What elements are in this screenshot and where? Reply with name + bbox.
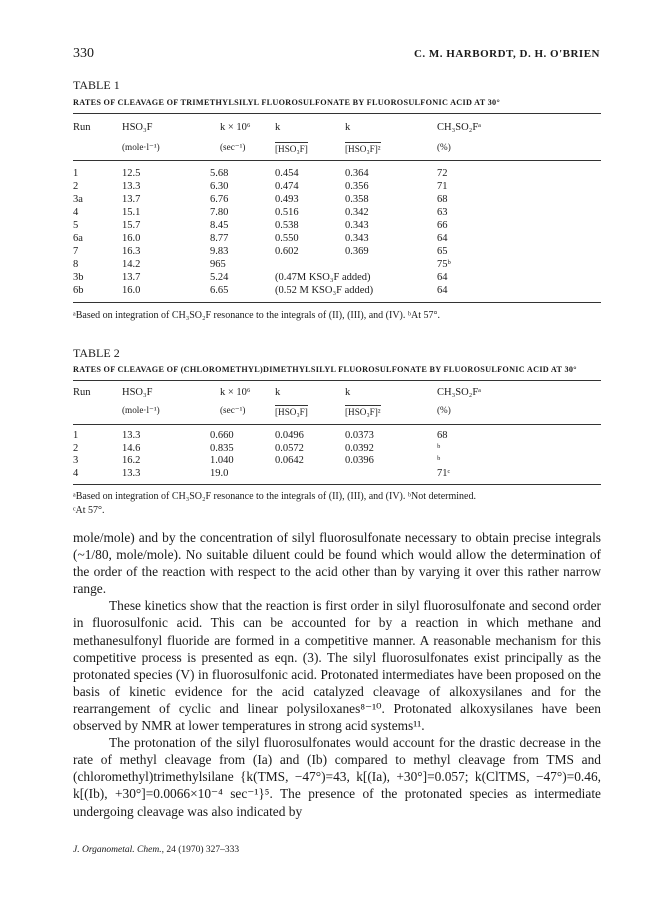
page-number: 330 xyxy=(73,46,94,61)
table2-cell: 0.0392 xyxy=(345,442,374,454)
table1-cell: 7.80 xyxy=(210,207,229,218)
table1-cell: 0.364 xyxy=(345,168,369,179)
table1-col-header: Run xyxy=(73,122,91,133)
table1-cell: 0.516 xyxy=(275,207,299,218)
table1-cell: 0.342 xyxy=(345,207,369,218)
paragraph-2: These kinetics show that the reaction is first order in silyl fluorosulfonate and second order in fluorosulfonic acid. This can be accounted for by a reaction in which methane and methanesulfonyl fluoride are formed in a competitive manner. A reasonable mechanism for this competitive process is presented as eqn. (3). The silyl fluorosulfonates exist principally as the protonated species (V) in fluorosulfonic acid. Protonated intermediates have been proposed on the basis of kinetic evidence for the acid catalyzed cleavage of alkoxysilanes and for the rearrangement of cyclic and linear polysiloxanes⁸⁻¹⁰. Protonated alkoxysilanes have been observed by NMR at lower temperatures in strong acid systems¹¹. xyxy=(73,598,601,734)
table1-cell: 5.24 xyxy=(210,272,229,283)
table2-cell: 13.3 xyxy=(122,430,141,441)
table1-cell: 0.369 xyxy=(345,246,369,257)
table2-col-subheader: [HSO₃F] xyxy=(275,407,308,417)
table1-col-subheader: (mole·l⁻¹) xyxy=(122,142,160,152)
table2-cell: 0.0396 xyxy=(345,455,374,467)
table1-header-rule xyxy=(73,160,601,161)
table1-cell: 64 xyxy=(437,233,448,244)
table1-cell: 66 xyxy=(437,220,448,231)
table1-cell: 0.474 xyxy=(275,181,299,192)
table1-cell: 64 xyxy=(437,285,448,296)
table2-col-header: k xyxy=(275,387,281,398)
table1-cell: (0.52 M KSO₃F added) xyxy=(275,285,374,296)
table1-cell: 3a xyxy=(73,194,83,205)
table2-top-rule xyxy=(73,380,601,381)
table1-cell: 0.356 xyxy=(345,181,369,192)
table2-cell: 1.040 xyxy=(210,455,234,467)
table1-cell: 5 xyxy=(73,220,79,231)
paragraph-1: mole/mole) and by the concentration of silyl fluorosulfonate necessary to obtain precise integrals (~1/80, mole/mole). No suitable diluent could be found which would allow the determination of the order of the reaction with respect to the acid other than by varying it over this rather narrow range. xyxy=(73,530,601,597)
table1-col-subheader: (sec⁻¹) xyxy=(220,142,246,152)
table1-cell: 8.77 xyxy=(210,233,229,244)
table2-cell: 2 xyxy=(73,442,79,454)
table1-cell: 6.65 xyxy=(210,285,229,296)
table1-cell: 0.343 xyxy=(345,220,369,231)
table1-cell: 72 xyxy=(437,168,448,179)
table2-col-subheader: [HSO₃F]² xyxy=(345,407,381,417)
table2-col-header: k × 10⁶ xyxy=(220,387,251,398)
table1-cell: 12.5 xyxy=(122,168,141,179)
table2-cell: 0.0496 xyxy=(275,430,304,441)
table1-cell: 0.454 xyxy=(275,168,299,179)
table2-header-rule xyxy=(73,424,601,425)
table1-cell: 8 xyxy=(73,259,79,270)
table1-top-rule xyxy=(73,113,601,114)
table1-label: TABLE 1 xyxy=(73,78,120,92)
table1-cell: 6.76 xyxy=(210,194,229,205)
table1-cell: 16.0 xyxy=(122,285,141,296)
table1-col-subheader: [HSO₃F] xyxy=(275,144,308,154)
table2-cell: 16.2 xyxy=(122,455,141,467)
body-text xyxy=(73,529,601,820)
table2-cell: 0.0572 xyxy=(275,442,304,454)
table2-cell: 68 xyxy=(437,430,448,441)
table1-cell: (0.47M KSO₃F added) xyxy=(275,272,371,283)
journal-name: J. Organometal. Chem., xyxy=(73,845,164,855)
table1-cell: 16.0 xyxy=(122,233,141,244)
table1-col-header: HSO₃F xyxy=(122,122,153,133)
table1-cell: 0.538 xyxy=(275,220,299,231)
table2-col-header: CH₃SO₂Fᵃ xyxy=(437,387,482,398)
table2-cell: 4 xyxy=(73,467,79,479)
table1-cell: 8.45 xyxy=(210,220,229,231)
journal-citation xyxy=(73,845,239,855)
paragraph-3: The protonation of the silyl fluorosulfonates would account for the drastic decrease in the rate of methyl cleavage from (Ia) and (Ib) compared to methyl cleavage from TMS and (chloromethyl)trimethylsilane {k(TMS, −47°)=43, k[(Ia), +30°]=0.057; k(ClTMS, −47°)=0.46, k[(Ib), +30°]=0.0066×10⁻⁴ sec⁻¹}⁵. The presence of the protonated species as intermediate undergoing cleavage was also indicated by xyxy=(73,735,601,819)
table1-cell: 4 xyxy=(73,207,79,218)
table1-col-header: k xyxy=(345,122,351,133)
table1-cell: 0.493 xyxy=(275,194,299,205)
table2-cell: 0.660 xyxy=(210,430,234,441)
table1-cell: 0.550 xyxy=(275,233,299,244)
table2-col-subheader: (sec⁻¹) xyxy=(220,405,246,415)
table2-col-header: k xyxy=(345,387,351,398)
table2-col-subheader: (%) xyxy=(437,405,451,415)
table2-cell: 0.0373 xyxy=(345,430,374,441)
table2-cell: 14.6 xyxy=(122,442,141,454)
table1-cell: 0.358 xyxy=(345,194,369,205)
table2-footnote-2: ᶜAt 57°. xyxy=(73,505,105,516)
table1-cell: 1 xyxy=(73,168,79,179)
running-header xyxy=(73,46,600,66)
table1-cell: 13.7 xyxy=(122,272,141,283)
table1-cell: 68 xyxy=(437,194,448,205)
table2-cell: 13.3 xyxy=(122,467,141,479)
table1-col-subheader: [HSO₃F]² xyxy=(345,144,381,154)
table2-cell: 0.0642 xyxy=(275,455,304,467)
table2-footnote-1: ᵃBased on integration of CH₃SO₂F resonance to the integrals of (II), (III), and (IV). ᵇNot determined. xyxy=(73,491,476,502)
table1-cell: 0.343 xyxy=(345,233,369,244)
table2-cell: ᵇ xyxy=(437,455,441,467)
table1-cell: 13.3 xyxy=(122,181,141,192)
table1-cell: 75ᵇ xyxy=(437,259,451,270)
table1-cell: 5.68 xyxy=(210,168,229,179)
table1-cell: 15.1 xyxy=(122,207,141,218)
table2-cell: 19.0 xyxy=(210,467,229,479)
table1-footnote: ᵃBased on integration of CH₃SO₂F resonance to the integrals of (II), (III), and (IV). ᵇAt 57°. xyxy=(73,310,440,321)
table1-cell: 64 xyxy=(437,272,448,283)
table1-col-header: k xyxy=(275,122,281,133)
table1-cell: 0.602 xyxy=(275,246,299,257)
table2-cell: 71ᶜ xyxy=(437,467,451,479)
table1-cell: 9.83 xyxy=(210,246,229,257)
table2-col-header: Run xyxy=(73,387,91,398)
table1-col-header: CH₃SO₂Fᵃ xyxy=(437,122,482,133)
table1-cell: 15.7 xyxy=(122,220,141,231)
table1-cell: 63 xyxy=(437,207,448,218)
table1-cell: 13.7 xyxy=(122,194,141,205)
table1-col-header: k × 10⁶ xyxy=(220,122,251,133)
table1-cell: 14.2 xyxy=(122,259,141,270)
table1-caption: RATES OF CLEAVAGE OF TRIMETHYLSILYL FLUOROSULFONATE BY FLUOROSULFONIC ACID AT 30° xyxy=(73,98,501,107)
table1-cell: 7 xyxy=(73,246,79,257)
table1-cell: 6a xyxy=(73,233,83,244)
journal-ref: 24 (1970) 327–333 xyxy=(166,845,240,855)
table2-col-subheader: (mole·l⁻¹) xyxy=(122,405,160,415)
table2-cell: 1 xyxy=(73,430,79,441)
table1-bottom-rule xyxy=(73,302,601,303)
table2-cell: 3 xyxy=(73,455,79,467)
table2-caption: RATES OF CLEAVAGE OF (CHLOROMETHYL)DIMETHYLSILYL FLUOROSULFONATE BY FLUOROSULFONIC ACID AT 30° xyxy=(73,365,577,374)
table1-col-subheader: (%) xyxy=(437,142,451,152)
table1-cell: 71 xyxy=(437,181,448,192)
table2-cell: ᵇ xyxy=(437,442,441,454)
table2-bottom-rule xyxy=(73,484,601,485)
table2-col-header: HSO₃F xyxy=(122,387,153,398)
table2-label: TABLE 2 xyxy=(73,346,120,360)
table1-cell: 3b xyxy=(73,272,84,283)
table1-cell: 6b xyxy=(73,285,84,296)
running-authors: C. M. HARBORDT, D. H. O'BRIEN xyxy=(413,48,600,60)
table1-cell: 6.30 xyxy=(210,181,229,192)
table2-cell: 0.835 xyxy=(210,442,234,454)
table1-cell: 2 xyxy=(73,181,79,192)
table1-cell: 16.3 xyxy=(122,246,141,257)
table1-cell: 965 xyxy=(210,259,226,270)
table1-cell: 65 xyxy=(437,246,448,257)
